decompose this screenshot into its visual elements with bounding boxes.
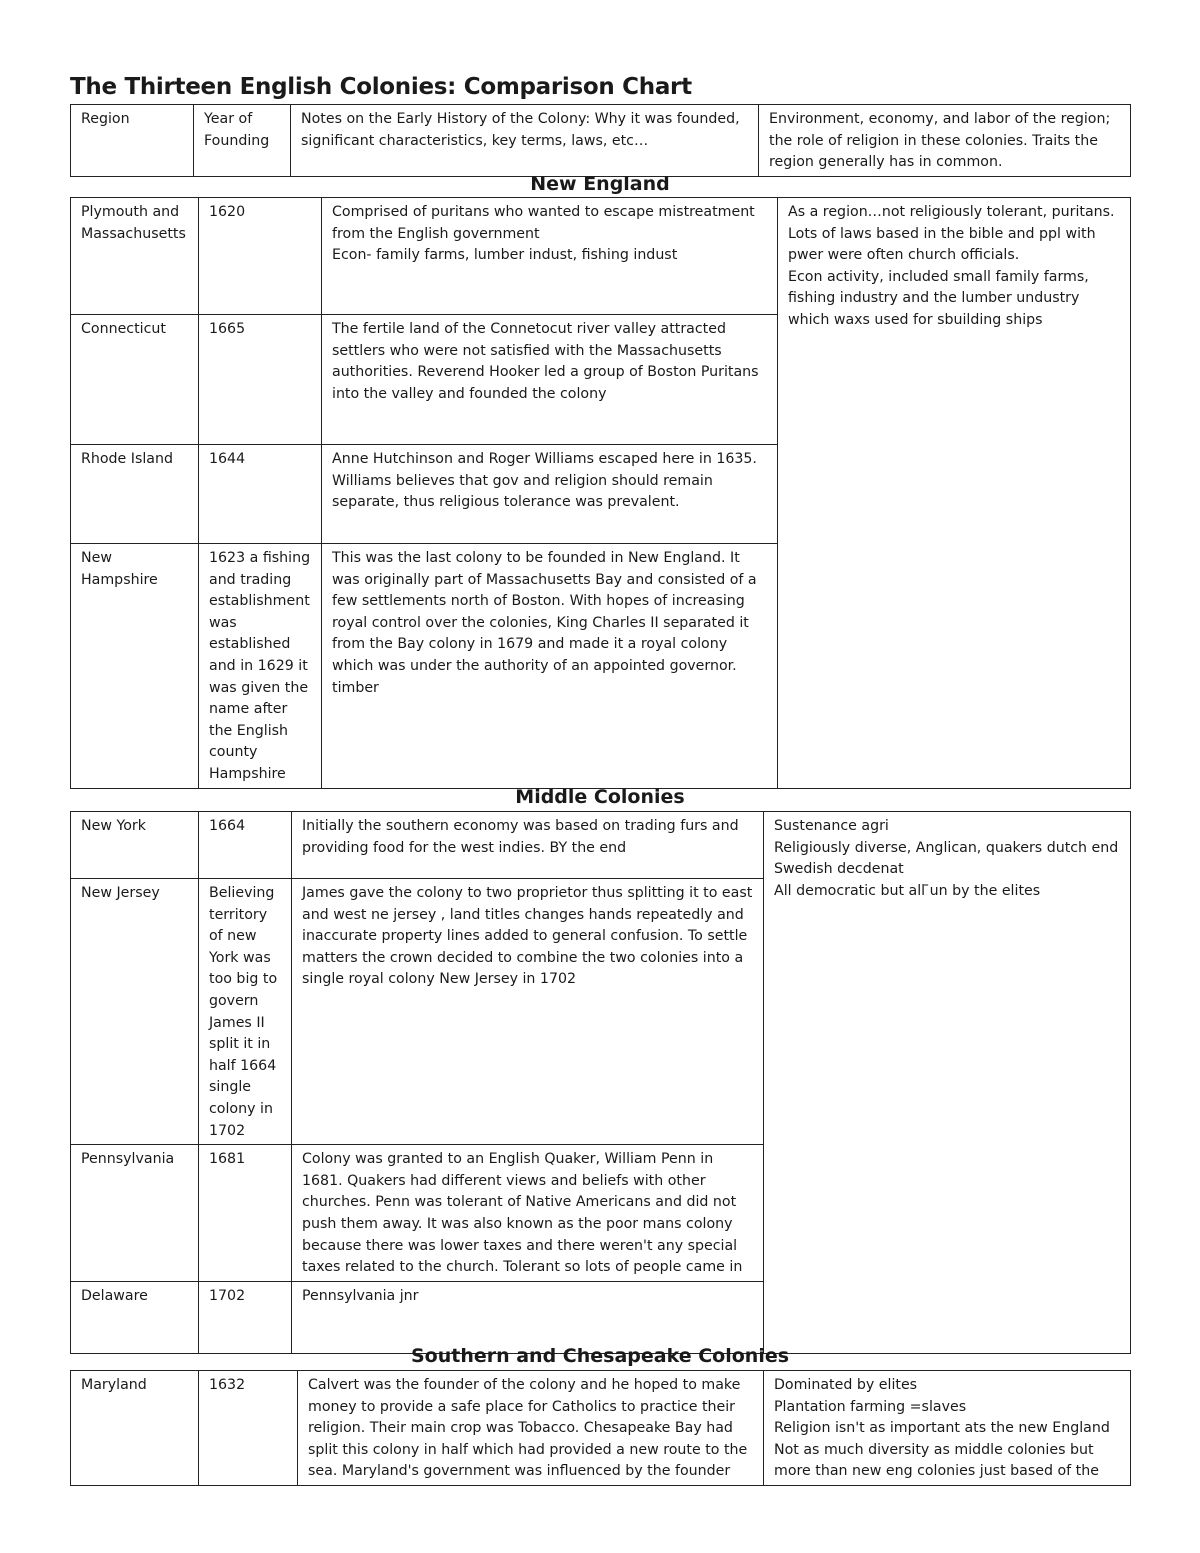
section-heading-middle-colonies: Middle Colonies bbox=[515, 786, 685, 808]
colony-notes: James gave the colony to two proprietor thus splitting it to east and west ne jersey , land titles changes hands repeatedly and inaccurate property lines added to general confusion. To settle matters the crown decided to combine the two colonies into a single royal colony New Jersey in 1702 bbox=[292, 879, 764, 1145]
colony-year: 1665 bbox=[199, 315, 322, 445]
colony-notes: Anne Hutchinson and Roger Williams escaped here in 1635. Williams believes that gov and religion should remain separate, thus religious tolerance was prevalent. bbox=[322, 445, 778, 544]
colony-name: Delaware bbox=[71, 1281, 199, 1353]
header-notes: Notes on the Early History of the Colony: Why it was founded, significant characteristics, key terms, laws, etc… bbox=[291, 105, 759, 177]
section-heading-southern-colonies: Southern and Chesapeake Colonies bbox=[410, 1345, 790, 1367]
new-england-table bbox=[70, 197, 1131, 789]
header-environment: Environment, economy, and labor of the region; the role of religion in these colonies. Traits the region generally has in common. bbox=[759, 105, 1131, 177]
colony-notes: Initially the southern economy was based on trading furs and providing food for the west indies. BY the end bbox=[292, 812, 764, 879]
colony-year: Believing territory of new York was too big to govern James II split it in half 1664 single colony in 1702 bbox=[199, 879, 292, 1145]
colony-name: Connecticut bbox=[71, 315, 199, 445]
colony-year: 1620 bbox=[199, 198, 322, 315]
colony-year: 1644 bbox=[199, 445, 322, 544]
colony-name: Rhode Island bbox=[71, 445, 199, 544]
colony-name: Maryland bbox=[71, 1371, 199, 1486]
colony-notes: Calvert was the founder of the colony and he hoped to make money to provide a safe place for Catholics to practice their religion. Their main crop was Tobacco. Chesapeake Bay had split this colony in half which had provided a new route to the sea. Maryland's government was influenced by the founder bbox=[298, 1371, 764, 1486]
colony-name: New Jersey bbox=[71, 879, 199, 1145]
page-title: The Thirteen English Colonies: Comparison Chart bbox=[70, 74, 692, 100]
region-notes-middle-colonies: Sustenance agri Religiously diverse, Anglican, quakers dutch end Swedish decdenat All democratic but all ̄un by the elites bbox=[764, 812, 1131, 1354]
header-region: Region bbox=[71, 105, 194, 177]
colony-year: 1702 bbox=[199, 1281, 292, 1353]
table-row bbox=[71, 198, 1131, 315]
section-heading-new-england: New England bbox=[530, 173, 670, 195]
colony-name: Plymouth and Massachusetts bbox=[71, 198, 199, 315]
table-row bbox=[71, 1371, 1131, 1486]
colony-name: Pennsylvania bbox=[71, 1145, 199, 1282]
colony-year: 1623 a fishing and trading establishment was established and in 1629 it was given the name after the English county Hampshire bbox=[199, 544, 322, 789]
header-year: Year of Founding bbox=[194, 105, 291, 177]
colony-name: New Hampshire bbox=[71, 544, 199, 789]
table-row bbox=[71, 812, 1131, 879]
header-table bbox=[70, 104, 1131, 177]
middle-colonies-table bbox=[70, 811, 1131, 1354]
colony-notes: Comprised of puritans who wanted to escape mistreatment from the English government Econ- family farms, lumber indust, fishing indust bbox=[322, 198, 778, 315]
colony-notes: Pennsylvania jnr bbox=[292, 1281, 764, 1353]
colony-year: 1681 bbox=[199, 1145, 292, 1282]
region-notes-new-england: As a region…not religiously tolerant, puritans. Lots of laws based in the bible and ppl with pwer were often church officials. Econ activity, included small family farms, fishing industry and the lumber undustry which waxs used for sbuilding ships bbox=[778, 198, 1131, 789]
colony-name: New York bbox=[71, 812, 199, 879]
colony-notes: The fertile land of the Connetocut river valley attracted settlers who were not satisfied with the Massachusetts authorities. Reverend Hooker led a group of Boston Puritans into the valley and founded the colony bbox=[322, 315, 778, 445]
colony-year: 1664 bbox=[199, 812, 292, 879]
region-notes-southern-colonies: Dominated by elites Plantation farming =slaves Religion isn't as important ats the new England Not as much diversity as middle colonies but more than new eng colonies just based of the bbox=[764, 1371, 1131, 1486]
colony-year: 1632 bbox=[199, 1371, 298, 1486]
colony-notes: This was the last colony to be founded in New England. It was originally part of Massachusetts Bay and consisted of a few settlements north of Boston. With hopes of increasing royal control over the colonies, King Charles II separated it from the Bay colony in 1679 and made it a royal colony which was under the authority of an appointed governor. timber bbox=[322, 544, 778, 789]
southern-colonies-table bbox=[70, 1370, 1131, 1486]
colony-notes: Colony was granted to an English Quaker, William Penn in 1681. Quakers had different views and beliefs with other churches. Penn was tolerant of Native Americans and did not push them away. It was also known as the poor mans colony because there was lower taxes and there weren't any special taxes related to the church. Tolerant so lots of people came in bbox=[292, 1145, 764, 1282]
